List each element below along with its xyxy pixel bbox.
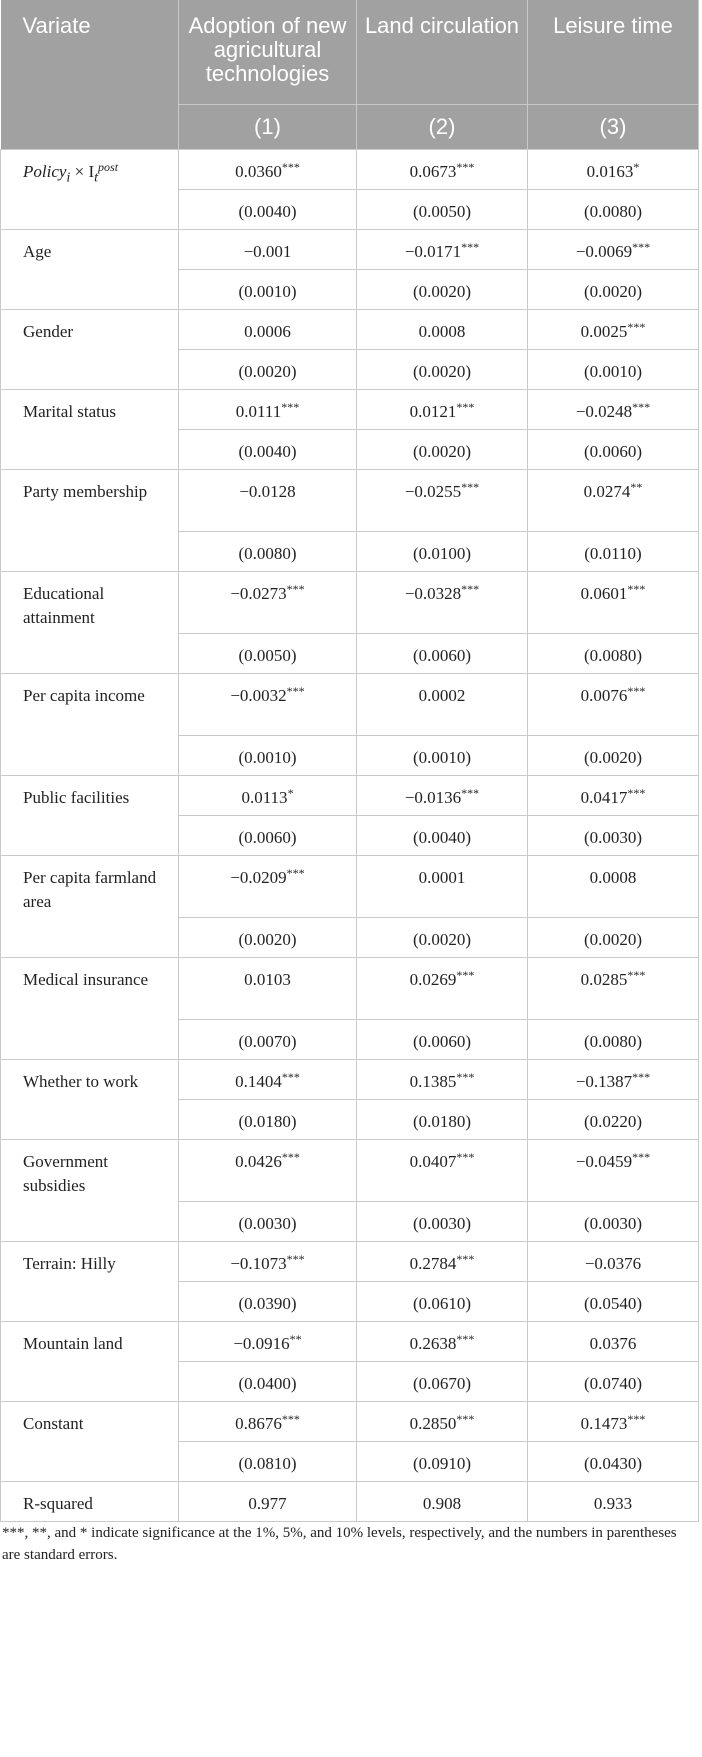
table-row xyxy=(1,1401,699,1441)
coef-value: 0.0006 xyxy=(244,321,291,341)
coef-cell xyxy=(528,1139,699,1201)
se-cell: (0.0610) xyxy=(357,1281,528,1321)
coef-cell xyxy=(357,1139,528,1201)
coef-stars: *** xyxy=(461,239,480,254)
table-row xyxy=(1,389,699,429)
coef-value: 0.2638 xyxy=(409,1333,457,1353)
coef-stars: *** xyxy=(456,1411,475,1426)
se-cell: (0.0030) xyxy=(528,815,699,855)
se-cell: (0.0180) xyxy=(179,1099,357,1139)
coef-cell xyxy=(179,309,357,349)
coef-stars: *** xyxy=(456,159,475,174)
table-row xyxy=(1,571,699,633)
coef-value: −0.0328 xyxy=(404,583,462,603)
coef-cell xyxy=(528,149,699,189)
coef-value: −0.0273 xyxy=(230,583,287,603)
coef-cell xyxy=(179,389,357,429)
se-cell: (0.0430) xyxy=(528,1441,699,1481)
se-cell: (0.0010) xyxy=(179,735,357,775)
header-col-2: Land circulation xyxy=(357,0,528,104)
coef-cell xyxy=(528,571,699,633)
coef-cell xyxy=(179,229,357,269)
se-cell: (0.0020) xyxy=(357,349,528,389)
coef-stars: *** xyxy=(456,1149,475,1164)
coef-value: −0.0171 xyxy=(404,241,462,261)
coef-value: −0.1073 xyxy=(230,1253,287,1273)
coef-cell xyxy=(357,1321,528,1361)
coef-cell xyxy=(528,673,699,735)
coef-cell xyxy=(179,469,357,531)
coef-cell xyxy=(179,571,357,633)
coef-stars: *** xyxy=(456,1331,475,1346)
coef-value: 0.1404 xyxy=(235,1071,282,1091)
coef-stars: *** xyxy=(627,683,646,698)
coef-stars: *** xyxy=(461,479,480,494)
coef-stars: *** xyxy=(461,785,480,800)
table-row xyxy=(1,309,699,349)
se-cell: (0.0810) xyxy=(179,1441,357,1481)
coef-cell xyxy=(528,855,699,917)
se-cell: (0.0030) xyxy=(528,1201,699,1241)
table-row xyxy=(1,855,699,917)
se-cell: (0.0030) xyxy=(179,1201,357,1241)
coef-value: −0.1387 xyxy=(575,1071,633,1091)
se-cell: (0.0020) xyxy=(357,269,528,309)
se-cell: (0.0740) xyxy=(528,1361,699,1401)
coef-stars: *** xyxy=(627,967,646,982)
row-label: Terrain: Hilly xyxy=(1,1241,179,1321)
coef-value: 0.0269 xyxy=(409,969,457,989)
coef-value: 0.0376 xyxy=(589,1333,637,1353)
coef-cell xyxy=(179,1139,357,1201)
coef-value: 0.0163 xyxy=(586,161,634,181)
se-cell: (0.0030) xyxy=(357,1201,528,1241)
header-variate: Variate xyxy=(1,0,179,149)
coef-cell xyxy=(357,855,528,917)
coef-value: −0.0248 xyxy=(575,401,633,421)
coef-value: 0.8676 xyxy=(235,1413,282,1433)
se-cell: (0.0060) xyxy=(357,633,528,673)
coef-stars: *** xyxy=(281,159,300,174)
coef-cell xyxy=(528,775,699,815)
table-row xyxy=(1,673,699,735)
row-label: Educational attainment xyxy=(1,571,179,673)
se-cell: (0.0070) xyxy=(179,1019,357,1059)
se-cell: (0.0180) xyxy=(357,1099,528,1139)
coef-stars: *** xyxy=(281,399,300,414)
coef-value: 0.0113 xyxy=(241,787,288,807)
coef-cell xyxy=(179,775,357,815)
se-cell: (0.0010) xyxy=(528,349,699,389)
coef-cell xyxy=(357,469,528,531)
se-cell: (0.0080) xyxy=(528,1019,699,1059)
header-col-3: Leisure time xyxy=(528,0,699,104)
header-col-1: Adoption of new agricultural technologies xyxy=(179,0,357,104)
coef-value: −0.0136 xyxy=(404,787,462,807)
coef-stars: *** xyxy=(627,1411,646,1426)
coef-stars: *** xyxy=(627,319,646,334)
table-row xyxy=(1,1139,699,1201)
coef-value: 0.0285 xyxy=(580,969,628,989)
coef-cell xyxy=(528,1059,699,1099)
coef-stars: *** xyxy=(632,1069,651,1084)
coef-value: −0.0376 xyxy=(584,1253,642,1273)
se-cell: (0.0910) xyxy=(357,1441,528,1481)
se-cell: (0.0020) xyxy=(528,269,699,309)
coef-stars: *** xyxy=(456,967,475,982)
coef-cell xyxy=(528,1321,699,1361)
coef-cell xyxy=(528,229,699,269)
rsquared-cell: 0.908 xyxy=(357,1481,528,1521)
coef-value: 0.0002 xyxy=(418,685,466,705)
coef-value: 0.0111 xyxy=(235,401,282,421)
coef-value: −0.0032 xyxy=(230,685,287,705)
header-num-2: (2) xyxy=(357,104,528,149)
se-cell: (0.0400) xyxy=(179,1361,357,1401)
coef-value: 0.0601 xyxy=(580,583,628,603)
coef-value: −0.0128 xyxy=(239,481,296,501)
coef-cell xyxy=(357,1401,528,1441)
se-cell: (0.0080) xyxy=(528,189,699,229)
coef-value: 0.0008 xyxy=(589,867,637,887)
policy-label-main: Policy xyxy=(23,161,67,181)
row-label-rsquared: R-squared xyxy=(1,1481,179,1521)
se-cell: (0.0020) xyxy=(357,429,528,469)
se-cell: (0.0080) xyxy=(179,531,357,571)
se-cell: (0.0040) xyxy=(357,815,528,855)
se-cell: (0.0020) xyxy=(179,349,357,389)
coef-cell xyxy=(357,571,528,633)
coef-value: 0.0407 xyxy=(409,1151,457,1171)
coef-cell xyxy=(357,229,528,269)
se-cell: (0.0110) xyxy=(528,531,699,571)
coef-value: −0.0459 xyxy=(575,1151,633,1171)
coef-stars: ** xyxy=(289,1331,302,1346)
coef-stars: *** xyxy=(281,1411,300,1426)
se-cell: (0.0010) xyxy=(357,735,528,775)
coef-value: 0.0426 xyxy=(235,1151,282,1171)
rsquared-row xyxy=(1,1481,699,1521)
coef-value: 0.2850 xyxy=(409,1413,457,1433)
coef-value: 0.0121 xyxy=(409,401,457,421)
row-label: Party membership xyxy=(1,469,179,571)
coef-stars: *** xyxy=(627,581,646,596)
coef-value: 0.0274 xyxy=(583,481,631,501)
coef-cell xyxy=(179,957,357,1019)
coef-stars: *** xyxy=(632,399,651,414)
header-num-3: (3) xyxy=(528,104,699,149)
coef-value: 0.0417 xyxy=(580,787,628,807)
table-row xyxy=(1,149,699,189)
coef-cell xyxy=(179,1241,357,1281)
rsquared-cell: 0.977 xyxy=(179,1481,357,1521)
rsquared-cell: 0.933 xyxy=(528,1481,699,1521)
se-cell: (0.0060) xyxy=(528,429,699,469)
policy-label-t: t xyxy=(94,168,99,185)
se-cell: (0.0020) xyxy=(528,735,699,775)
coef-cell xyxy=(528,1401,699,1441)
se-cell: (0.0100) xyxy=(357,531,528,571)
table-footnote: ***, **, and * indicate significance at the 1%, 5%, and 10% levels, respectively, and the numbers in parentheses are standard errors. xyxy=(2,1525,677,1563)
se-cell: (0.0060) xyxy=(179,815,357,855)
coef-cell xyxy=(357,1059,528,1099)
coef-cell xyxy=(357,775,528,815)
coef-stars: *** xyxy=(286,865,305,880)
coef-cell xyxy=(179,855,357,917)
se-cell: (0.0010) xyxy=(179,269,357,309)
coef-value: 0.1385 xyxy=(409,1071,457,1091)
row-label: Per capita income xyxy=(1,673,179,775)
coef-stars: ** xyxy=(630,479,643,494)
coef-cell xyxy=(179,149,357,189)
coef-value: −0.0255 xyxy=(404,481,462,501)
row-label-policy xyxy=(1,149,179,229)
coef-value: 0.0001 xyxy=(418,867,466,887)
coef-value: 0.1473 xyxy=(580,1413,628,1433)
coef-cell xyxy=(179,1401,357,1441)
coef-value: −0.0209 xyxy=(230,867,287,887)
coef-stars: *** xyxy=(461,581,480,596)
row-label: Medical insurance xyxy=(1,957,179,1059)
row-label: Public facilities xyxy=(1,775,179,855)
se-cell: (0.0020) xyxy=(179,917,357,957)
policy-label-sup: post xyxy=(98,159,119,174)
table-row xyxy=(1,775,699,815)
coef-value: −0.0069 xyxy=(575,241,633,261)
coef-stars: * xyxy=(287,785,294,800)
se-cell: (0.0040) xyxy=(179,189,357,229)
coef-stars: *** xyxy=(456,399,475,414)
policy-label-times: × I xyxy=(74,161,95,181)
se-cell: (0.0540) xyxy=(528,1281,699,1321)
se-cell: (0.0050) xyxy=(179,633,357,673)
coef-stars: *** xyxy=(281,1149,300,1164)
se-cell: (0.0050) xyxy=(357,189,528,229)
coef-stars: *** xyxy=(456,1251,475,1266)
table-row xyxy=(1,1241,699,1281)
coef-stars: *** xyxy=(286,683,305,698)
coef-cell xyxy=(528,309,699,349)
se-cell: (0.0080) xyxy=(528,633,699,673)
se-cell: (0.0390) xyxy=(179,1281,357,1321)
coef-stars: *** xyxy=(627,785,646,800)
coef-value: −0.001 xyxy=(243,241,292,261)
row-label: Mountain land xyxy=(1,1321,179,1401)
coef-value: −0.0916 xyxy=(233,1333,290,1353)
coef-stars: *** xyxy=(281,1069,300,1084)
row-label: Marital status xyxy=(1,389,179,469)
coef-cell xyxy=(179,673,357,735)
header-row xyxy=(1,0,699,104)
row-label: Constant xyxy=(1,1401,179,1481)
coef-cell xyxy=(528,957,699,1019)
se-cell: (0.0670) xyxy=(357,1361,528,1401)
coef-value: 0.0673 xyxy=(409,161,457,181)
table-body xyxy=(1,149,699,1521)
table-row xyxy=(1,1059,699,1099)
table-row xyxy=(1,469,699,531)
coef-cell xyxy=(357,149,528,189)
coef-value: 0.0025 xyxy=(580,321,628,341)
table-row xyxy=(1,229,699,269)
coef-cell xyxy=(357,389,528,429)
coef-stars: *** xyxy=(632,239,651,254)
se-cell: (0.0220) xyxy=(528,1099,699,1139)
coef-value: 0.0076 xyxy=(580,685,628,705)
row-label: Gender xyxy=(1,309,179,389)
coef-cell xyxy=(357,1241,528,1281)
policy-label-sub: i xyxy=(66,168,71,185)
coef-stars: *** xyxy=(456,1069,475,1084)
coef-value: 0.0008 xyxy=(418,321,466,341)
se-cell: (0.0020) xyxy=(357,917,528,957)
se-cell: (0.0060) xyxy=(357,1019,528,1059)
coef-value: 0.0360 xyxy=(235,161,282,181)
coef-cell xyxy=(179,1321,357,1361)
coef-cell xyxy=(179,1059,357,1099)
coef-value: 0.0103 xyxy=(244,969,291,989)
row-label: Age xyxy=(1,229,179,309)
coef-cell xyxy=(357,673,528,735)
coef-stars: *** xyxy=(286,1251,305,1266)
se-cell: (0.0020) xyxy=(528,917,699,957)
row-label: Government subsidies xyxy=(1,1139,179,1241)
coef-cell xyxy=(528,469,699,531)
coef-stars: *** xyxy=(286,581,305,596)
row-label: Whether to work xyxy=(1,1059,179,1139)
row-label: Per capita farmland area xyxy=(1,855,179,957)
coef-cell xyxy=(528,389,699,429)
coef-cell xyxy=(528,1241,699,1281)
table-row xyxy=(1,1321,699,1361)
coef-stars: * xyxy=(633,159,640,174)
table-row xyxy=(1,957,699,1019)
se-cell: (0.0040) xyxy=(179,429,357,469)
coef-cell xyxy=(357,957,528,1019)
coef-stars: *** xyxy=(632,1149,651,1164)
header-num-1: (1) xyxy=(179,104,357,149)
coef-value: 0.2784 xyxy=(409,1253,457,1273)
coef-cell xyxy=(357,309,528,349)
